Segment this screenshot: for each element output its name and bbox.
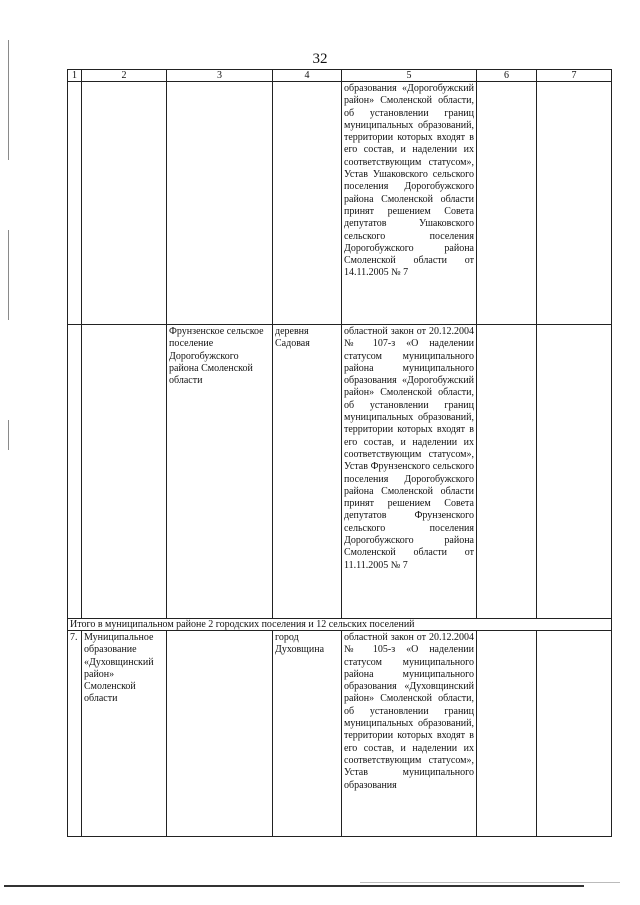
settlement-cell: Фрунзенское сельское поселение Дорогобужского района Смоленской области (167, 325, 273, 619)
district-total-text: Итого в муниципальном районе 2 городских поселения и 12 сельских поселений (68, 619, 612, 631)
column-6-cell (477, 82, 537, 325)
page-number: 32 (312, 51, 328, 67)
column-header: 7 (537, 70, 612, 82)
column-header: 3 (167, 70, 273, 82)
footer-rule (4, 885, 584, 887)
row-number-cell (68, 325, 82, 619)
column-header: 2 (82, 70, 167, 82)
column-6-cell (477, 631, 537, 837)
legal-basis-cell: областной закон от 20.12.2004 № 107-з «О наделении статусом муниципального района муниципального образования «Дорогобужский район» Смоленской области, об установлении границ муниципальных образований, территории которых входят в его состав, и наделении их соответствующим статусом», Устав Фрунзенского сельского поселения Дорогобужского района Смоленской области принят решением Совета депутатов Фрунзенского сельского поселения Дорогобужского района Смоленской области от 11.11.2005 № 7 (342, 325, 477, 619)
column-7-cell (537, 631, 612, 837)
column-header: 6 (477, 70, 537, 82)
settlement-cell (167, 82, 273, 325)
admin-center-cell: деревня Садовая (273, 325, 342, 619)
scan-edge-mark-lower (8, 420, 9, 450)
table-row (68, 631, 612, 837)
settlement-cell (167, 631, 273, 837)
column-7-cell (537, 325, 612, 619)
municipal-district-cell (82, 82, 167, 325)
footer-faint-rule (360, 882, 620, 883)
admin-center-cell (273, 82, 342, 325)
scan-edge-mark-middle (8, 230, 9, 320)
column-header: 5 (342, 70, 477, 82)
legal-basis-cell: образования «Дорогобужский район» Смоленской области, об установлении границ муниципальных образований, территории которых входят в его состав, и наделении их соответствующим статусом», Устав Ушаковского сельского поселения Дорогобужского района Смоленской области принят решением Совета депутатов Ушаковского сельского поселения Дорогобужского района Смоленской области от 14.11.2005 № 7 (342, 82, 477, 325)
summary-row (68, 619, 612, 631)
table-header-row (68, 70, 612, 82)
admin-center-cell: город Духовщина (273, 631, 342, 837)
column-header: 1 (68, 70, 82, 82)
column-7-cell (537, 82, 612, 325)
row-number-cell: 7. (68, 631, 82, 837)
table-row (68, 325, 612, 619)
row-number-cell (68, 82, 82, 325)
municipal-district-cell (82, 325, 167, 619)
column-header: 4 (273, 70, 342, 82)
column-6-cell (477, 325, 537, 619)
registry-table (67, 69, 612, 837)
municipal-district-cell: Муниципальное образование «Духовщинский район» Смоленской области (82, 631, 167, 837)
table-row (68, 82, 612, 325)
legal-basis-cell: областной закон от 20.12.2004 № 105-з «О наделении статусом муниципального района муниципального образования «Духовщинский район» Смоленской области, об установлении границ муниципальных образований, территории которых входят в его состав, и наделении их соответствующим статусом», Устав муниципального образования (342, 631, 477, 837)
